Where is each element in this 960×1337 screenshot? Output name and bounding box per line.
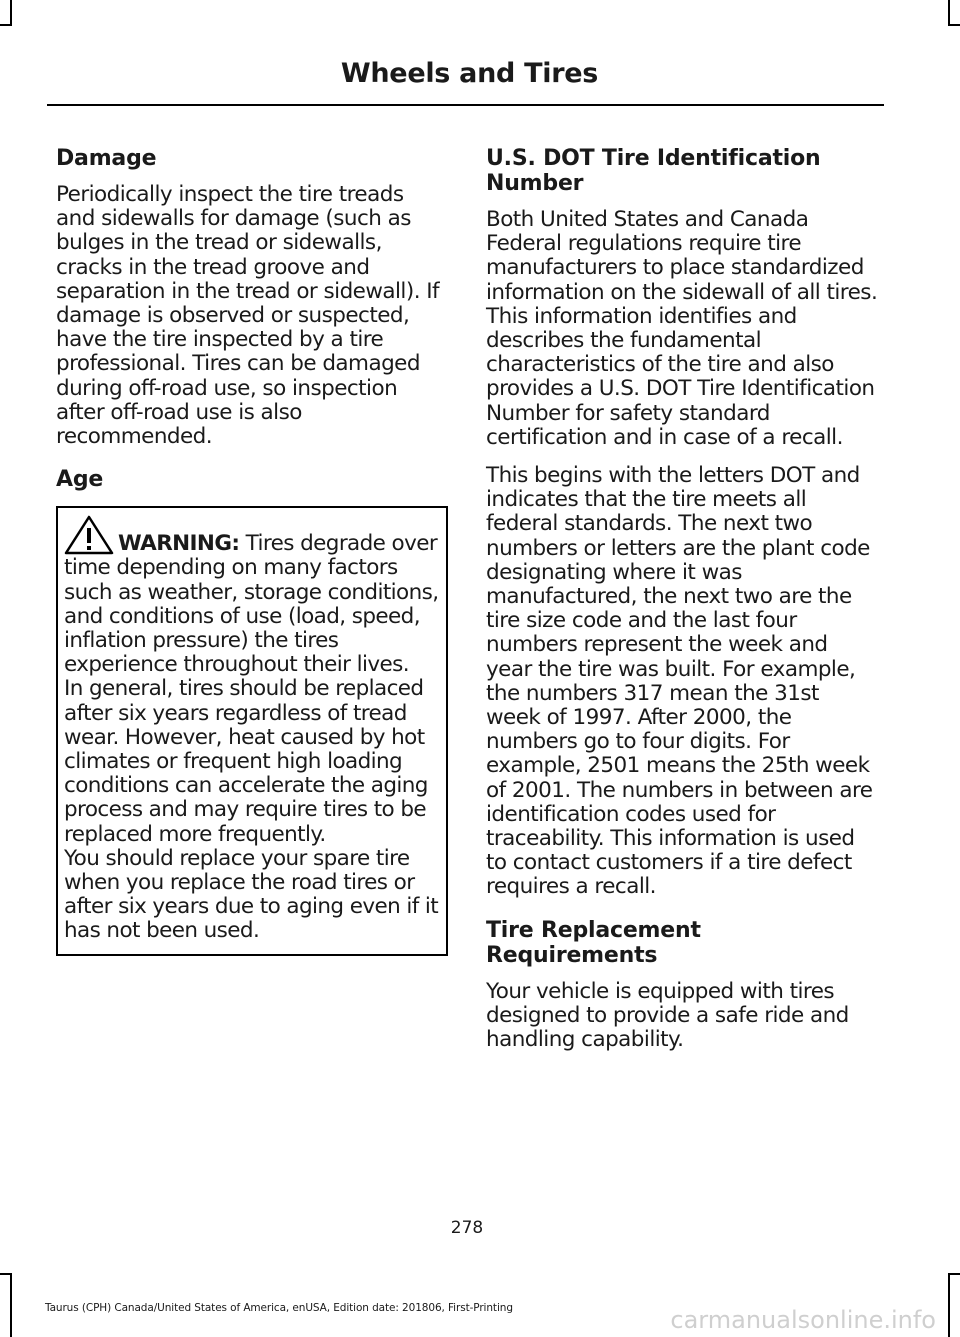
crop-mark: [0, 1273, 12, 1275]
crop-mark: [948, 24, 960, 26]
left-column: [56, 146, 448, 956]
warning-triangle-icon: [63, 514, 115, 556]
damage-paragraph: Periodically inspect the tire treads and sidewalls for damage (such as bulges in the tread or sidewalls, cracks in the tread groove and separation in the tread or sidewall). If damage is observed or suspected, have the tire inspected by a tire professional. Tires can be damaged during off-road use, so inspection after off-road use is also recommended.: [56, 182, 440, 450]
warning-text-1: [64, 532, 440, 677]
page-number: 278: [450, 1218, 484, 1238]
crop-mark: [948, 1273, 950, 1337]
dot-heading: U.S. DOT Tire Identification Number: [486, 146, 821, 196]
age-heading: Age: [56, 467, 104, 493]
replacement-paragraph: Your vehicle is equipped with tires designed to provide a safe ride and handling capability.: [486, 978, 849, 1053]
crop-mark: [10, 0, 12, 26]
crop-mark: [948, 1273, 960, 1275]
warning-text-2: In general, tires should be replaced after six years regardless of tread wear. However, heat caused by hot climates or frequent high loading conditions can accelerate the aging process and may require tires to be replaced more frequently.: [64, 676, 428, 847]
section-title: Wheels and Tires: [340, 58, 598, 89]
warning-text-3: You should replace your spare tire when you replace the road tires or after six years due to aging even if it has not been used.: [64, 845, 439, 944]
crop-mark: [0, 24, 12, 26]
warning-label: WARNING:: [118, 531, 240, 557]
edition-footer: Taurus (CPH) Canada/United States of America, enUSA, Edition date: 201806, First-Printing: [45, 1302, 513, 1314]
replacement-heading: Tire Replacement Requirements: [486, 917, 701, 968]
dot-paragraph-1: Both United States and Canada Federal regulations require tire manufacturers to place standardized information on the sidewall of all tires. This information identifies and describes the fundamental characteristics of the tire and also provides a U.S. DOT Tire Identification Number for safety standard certification and in case of a recall.: [486, 207, 878, 450]
damage-heading: Damage: [56, 146, 157, 171]
watermark: carmanualsonline.info: [670, 1306, 936, 1334]
header-divider: [47, 104, 884, 106]
warning-box: [56, 506, 448, 955]
crop-mark: [948, 0, 950, 26]
dot-paragraph-2: This begins with the letters DOT and indicates that the tire meets all federal standards. The next two numbers or letters are the plant code designating where it was manufactured, the next two are the tire size code and the last four numbers represent the week and year the tire was built. For example, the numbers 317 mean the 31st week of 1997. After 2000, the numbers go to four digits. For example, 2501 means the 25th week of 2001. The numbers in between are identification codes used for traceability. This information is used to contact customers if a tire defect requires a recall.: [486, 463, 873, 900]
right-column: [486, 146, 878, 1066]
warning-text-1-body: Tires degrade over time depending on many factors such as weather, storage conditions, and conditions of use (load, speed, inflation pressure) the tires experience throughout their lives.: [64, 531, 439, 678]
crop-mark: [10, 1273, 12, 1337]
